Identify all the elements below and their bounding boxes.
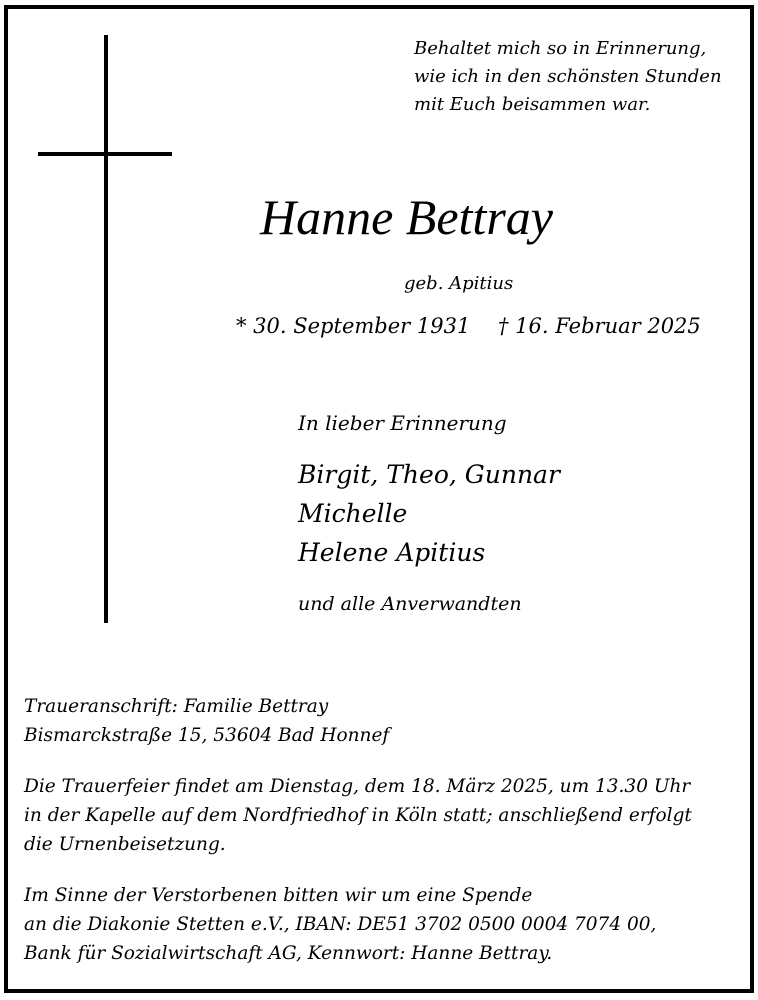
funeral-service-info xyxy=(24,772,740,859)
mourner-names xyxy=(298,455,560,572)
motto-line: mit Euch beisammen war. xyxy=(414,94,651,115)
address-line: Bismarckstraße 15, 53604 Bad Honnef xyxy=(24,725,390,746)
donation-line: Bank für Sozialwirtschaft AG, Kennwort: Hanne Bettray. xyxy=(24,943,553,964)
motto-verse xyxy=(414,35,722,119)
maiden-name: geb. Apitius xyxy=(404,273,514,294)
address-line: Traueranschrift: Familie Bettray xyxy=(24,696,329,717)
donation-request xyxy=(24,881,740,968)
relatives-note: und alle Anverwandten xyxy=(298,593,522,615)
cross-icon-horizontal-bar xyxy=(38,152,172,156)
mourning-intro: In lieber Erinnerung xyxy=(298,411,507,435)
death-date: † 16. Februar 2025 xyxy=(498,314,701,338)
donation-line: an die Diakonie Stetten e.V., IBAN: DE51 3702 0500 0004 7074 00, xyxy=(24,914,657,935)
deceased-name: Hanne Bettray xyxy=(260,189,553,245)
motto-line: Behaltet mich so in Erinnerung, xyxy=(414,38,707,59)
service-line: Die Trauerfeier findet am Dienstag, dem 18. März 2025, um 13.30 Uhr xyxy=(24,776,691,797)
mourner-name: Birgit, Theo, Gunnar xyxy=(298,460,560,489)
obituary-notice xyxy=(4,5,754,993)
mourner-name: Helene Apitius xyxy=(298,538,486,567)
service-line: die Urnenbeisetzung. xyxy=(24,834,226,855)
service-line: in der Kapelle auf dem Nordfriedhof in Köln statt; anschließend erfolgt xyxy=(24,805,692,826)
mourning-address xyxy=(24,692,740,750)
donation-line: Im Sinne der Verstorbenen bitten wir um eine Spende xyxy=(24,885,533,906)
mourner-name: Michelle xyxy=(298,499,408,528)
cross-icon-vertical-bar xyxy=(104,35,108,623)
birth-date: * 30. September 1931 xyxy=(236,314,471,338)
motto-line: wie ich in den schönsten Stunden xyxy=(414,66,722,87)
